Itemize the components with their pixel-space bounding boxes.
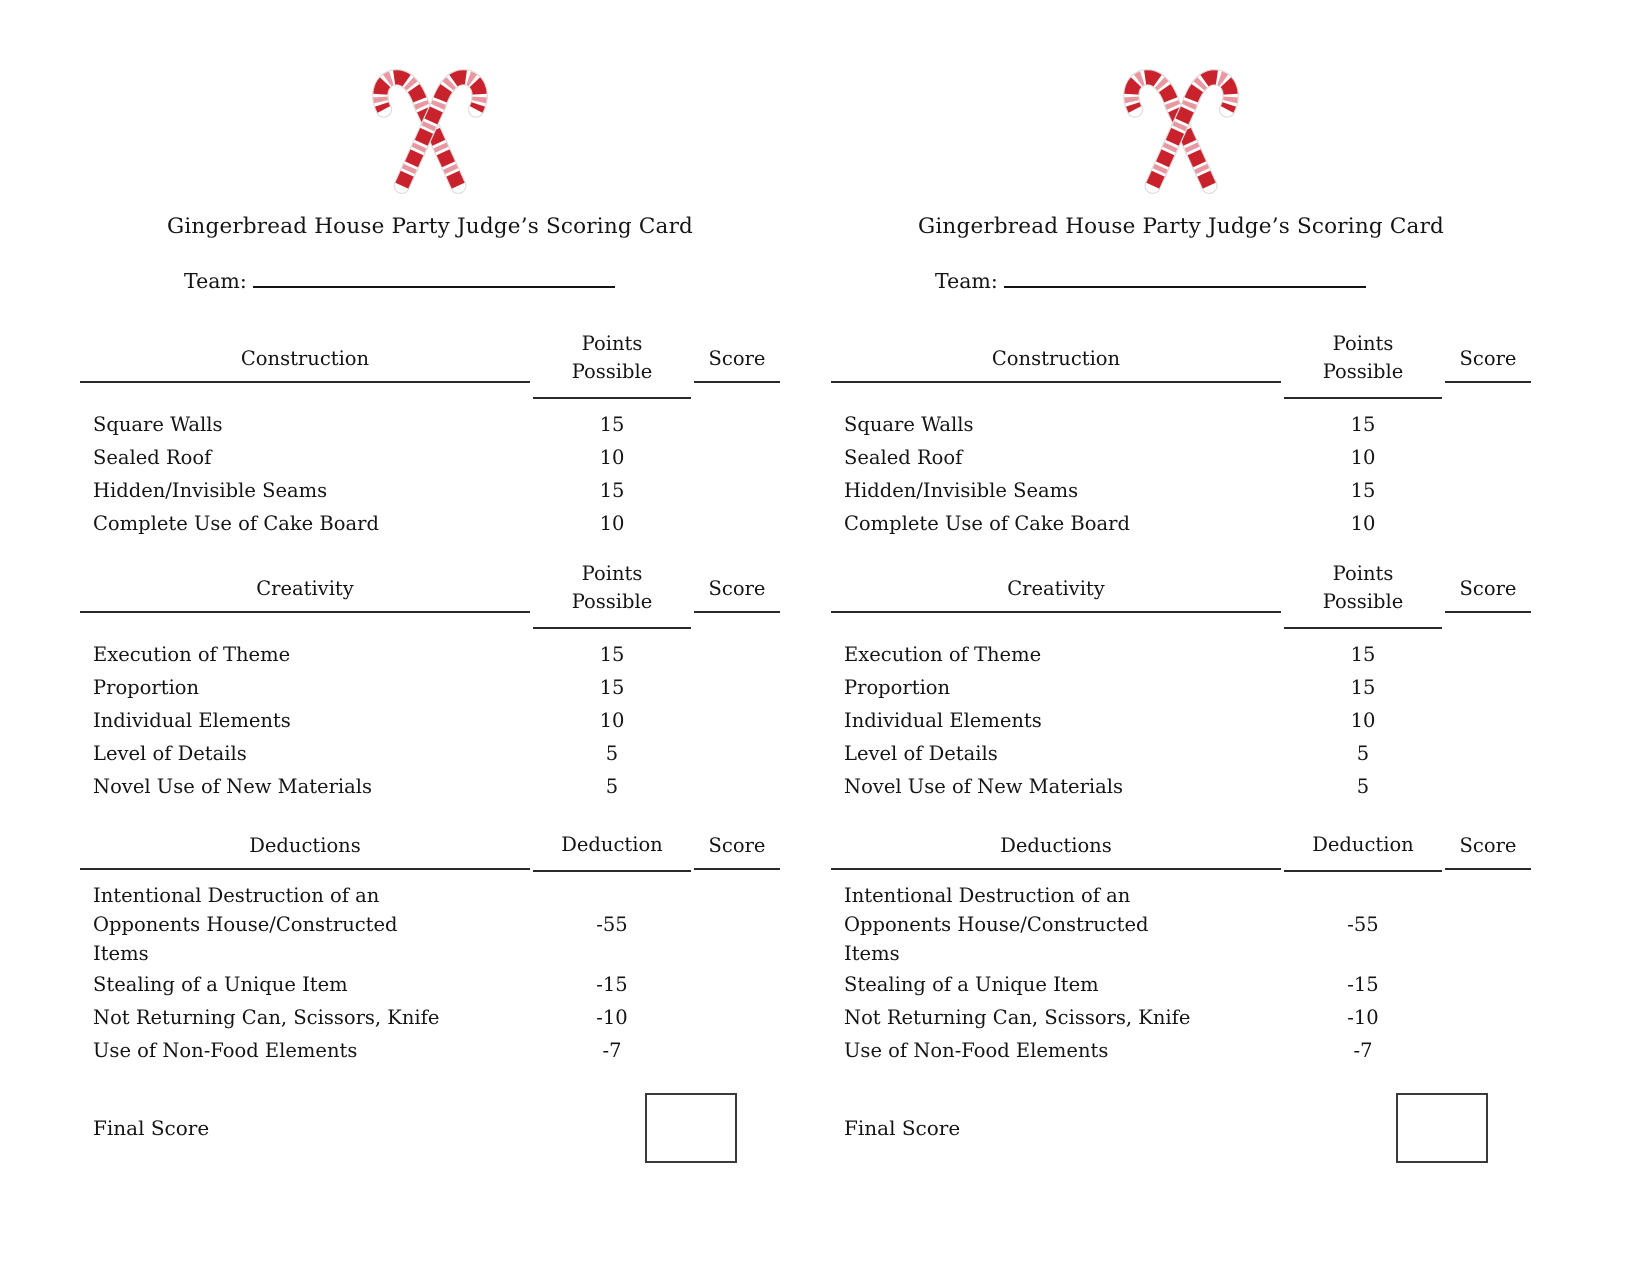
table-row [831,671,1531,704]
row-label: Intentional Destruction of an Opponents House/Constructed Items [844,884,1149,965]
row-points: 10 [1350,512,1376,535]
row-points: 15 [599,413,625,436]
table-row [80,408,780,441]
row-label: Square Walls [844,413,974,436]
row-label: Proportion [93,676,200,699]
team-name-blank [253,266,615,288]
table-row [831,737,1531,770]
team-row [831,266,1531,294]
team-label: Team: [935,269,998,293]
row-label: Complete Use of Cake Board [93,512,379,535]
row-label: Hidden/Invisible Seams [93,479,328,502]
row-points: -10 [596,1006,628,1029]
points-possible-header: Points Possible [533,560,691,616]
row-label: Execution of Theme [93,643,291,666]
points-possible-header: Points Possible [1284,330,1442,386]
row-label: Level of Details [93,742,247,765]
points-possible-header: Points Possible [1284,560,1442,616]
final-score-label: Final Score [93,1116,210,1140]
table-row [80,770,780,803]
row-points: 15 [1350,413,1376,436]
table-row [80,638,780,671]
section-category: Deductions [831,834,1281,857]
final-score-row [80,1093,780,1163]
table-row [80,474,780,507]
row-points: 15 [599,643,625,666]
section-category: Deductions [80,834,530,857]
score-header: Score [694,834,780,857]
row-points: 15 [599,479,625,502]
table-row [80,671,780,704]
row-label: Level of Details [844,742,998,765]
final-score-label: Final Score [844,1116,961,1140]
row-points: 5 [605,742,619,765]
deductions-table [831,831,1531,1067]
row-points: -10 [1347,1006,1379,1029]
row-label: Individual Elements [844,709,1042,732]
section-category: Construction [80,347,530,370]
row-label: Stealing of a Unique Item [844,973,1099,996]
final-score-box [645,1093,737,1163]
row-label: Novel Use of New Materials [93,775,373,798]
row-points: 5 [1356,775,1370,798]
table-row [80,441,780,474]
row-label: Not Returning Can, Scissors, Knife [93,1006,440,1029]
row-label: Intentional Destruction of an Opponents House/Constructed Items [93,884,398,965]
scoring-card [831,0,1531,1163]
creativity-table [80,560,780,803]
table-row [80,737,780,770]
page-title: Gingerbread House Party Judge’s Scoring Card [917,214,1445,239]
row-points: -55 [1347,913,1379,936]
table-row [80,1034,780,1067]
points-possible-header: Points Possible [533,330,691,386]
team-name-blank [1004,266,1366,288]
row-points: 10 [599,446,625,469]
section-category: Creativity [80,577,530,600]
final-score-row [831,1093,1531,1163]
team-label: Team: [184,269,247,293]
table-row [831,704,1531,737]
table-row [80,507,780,540]
table-row [831,441,1531,474]
crossed-candy-canes-icon [831,52,1531,198]
row-label: Not Returning Can, Scissors, Knife [844,1006,1191,1029]
table-row [80,968,780,1001]
page-title: Gingerbread House Party Judge’s Scoring Card [166,214,694,239]
deductions-table [80,831,780,1067]
score-header: Score [1445,834,1531,857]
score-header: Score [1445,347,1531,370]
row-points: 15 [1350,643,1376,666]
row-points: 10 [1350,709,1376,732]
table-row [831,1034,1531,1067]
table-row [831,408,1531,441]
row-label: Complete Use of Cake Board [844,512,1130,535]
row-label: Proportion [844,676,951,699]
table-row [831,1001,1531,1034]
row-points: -15 [596,973,628,996]
row-label: Hidden/Invisible Seams [844,479,1079,502]
row-points: 5 [1356,742,1370,765]
creativity-table [831,560,1531,803]
row-label: Sealed Roof [844,446,963,469]
row-points: -55 [596,913,628,936]
section-category: Creativity [831,577,1281,600]
row-points: -7 [1353,1039,1373,1062]
table-row [80,704,780,737]
row-points: 15 [1350,676,1376,699]
table-row [831,881,1531,968]
row-label: Stealing of a Unique Item [93,973,348,996]
row-points: 15 [599,676,625,699]
table-row [831,507,1531,540]
crossed-candy-canes-icon [80,52,780,198]
row-points: 10 [599,512,625,535]
row-label: Novel Use of New Materials [844,775,1124,798]
row-points: 10 [1350,446,1376,469]
construction-table [831,330,1531,540]
construction-table [80,330,780,540]
deductions-header [831,831,1531,872]
deduction-header: Deduction [1284,831,1442,859]
table-row [80,881,780,968]
row-points: 10 [599,709,625,732]
row-label: Individual Elements [93,709,291,732]
row-label: Use of Non-Food Elements [93,1039,358,1062]
section-category: Construction [831,347,1281,370]
row-label: Sealed Roof [93,446,212,469]
row-points: -15 [1347,973,1379,996]
deductions-header [80,831,780,872]
table-row [831,770,1531,803]
row-points: 15 [1350,479,1376,502]
row-label: Use of Non-Food Elements [844,1039,1109,1062]
deduction-header: Deduction [533,831,691,859]
construction-header [831,330,1531,399]
row-label: Square Walls [93,413,223,436]
construction-header [80,330,780,399]
row-label: Execution of Theme [844,643,1042,666]
final-score-box [1396,1093,1488,1163]
creativity-header [831,560,1531,629]
row-points: -7 [602,1039,622,1062]
table-row [80,1001,780,1034]
row-points: 5 [605,775,619,798]
score-header: Score [694,577,780,600]
team-row [80,266,780,294]
score-header: Score [1445,577,1531,600]
table-row [831,474,1531,507]
creativity-header [80,560,780,629]
scoring-card [80,0,780,1163]
table-row [831,968,1531,1001]
score-header: Score [694,347,780,370]
table-row [831,638,1531,671]
